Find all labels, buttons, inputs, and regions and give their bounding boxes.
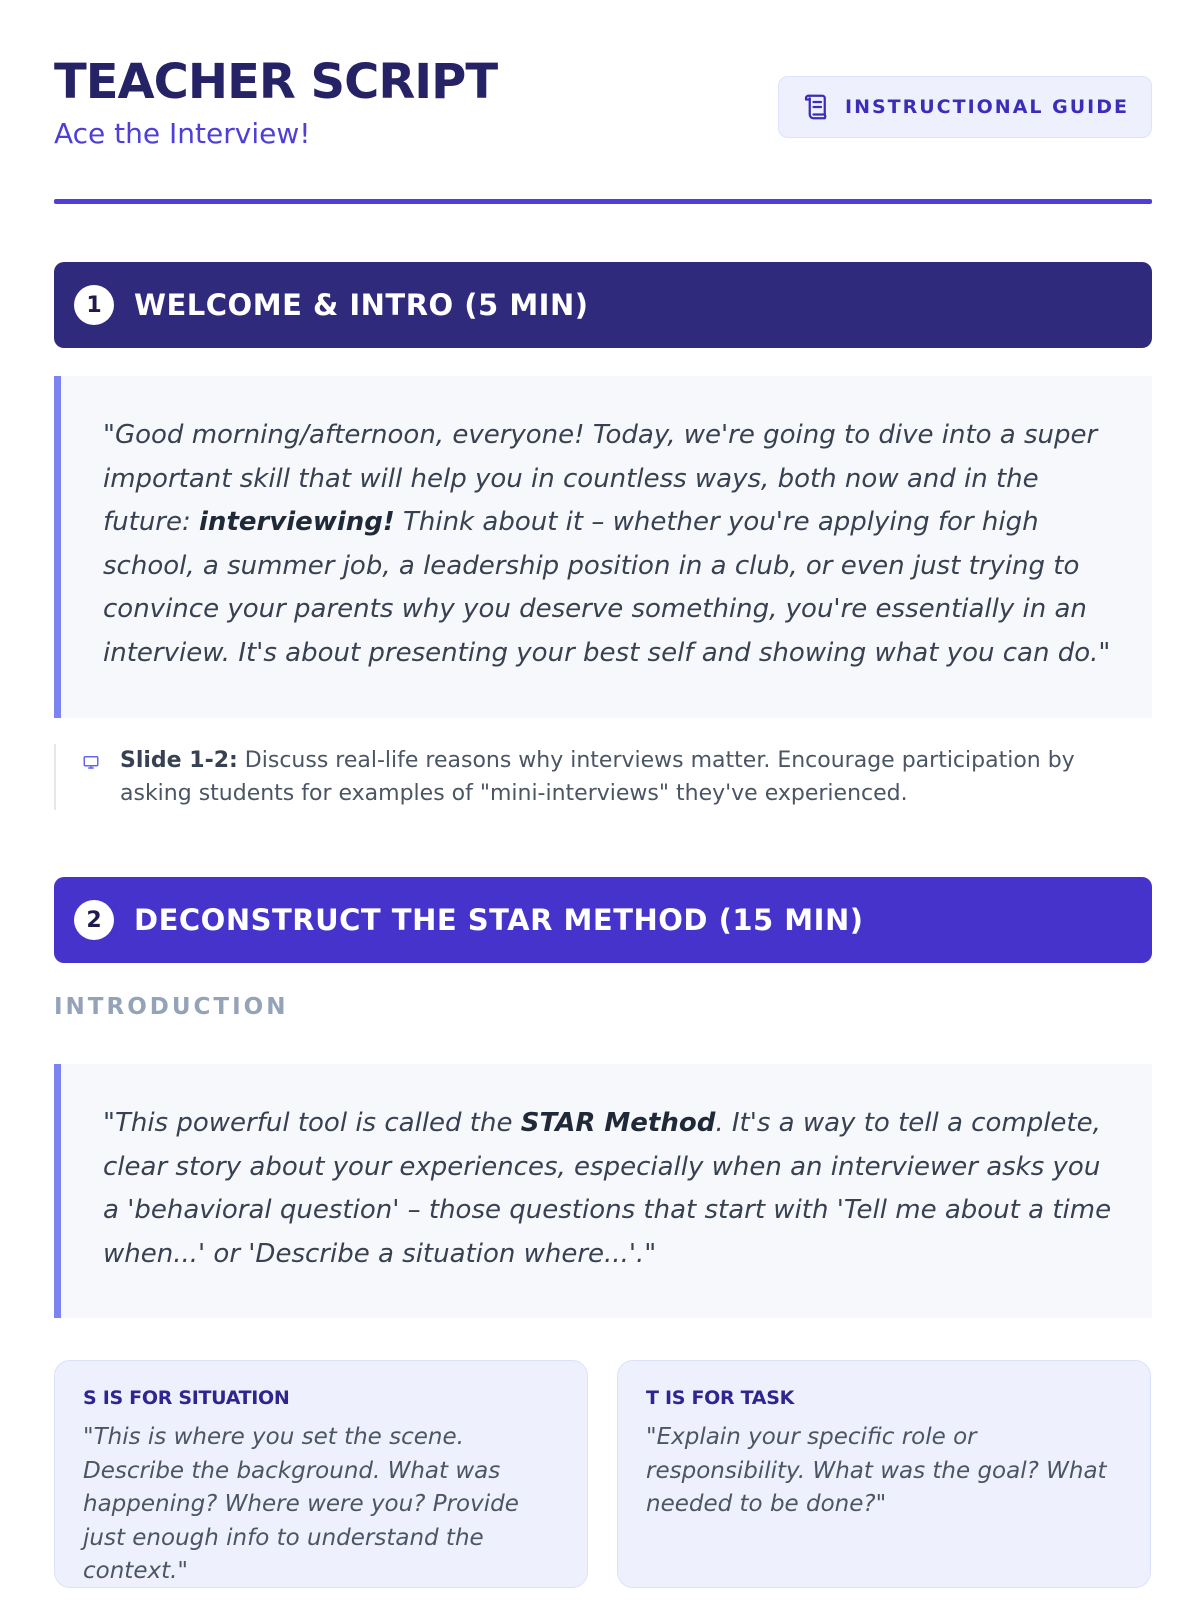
section-number: 1 [74,285,114,325]
instructional-guide-badge [778,76,1152,138]
section-number: 2 [74,900,114,940]
quote-text: Think about it – whether you're applying for high school, a summer job, a leadership position in a club, or even just trying to convince your parents why you deserve something, you're essentially in an interview. It's about presenting your best self and showing what you can do." [103,507,1111,668]
quote-emphasis: interviewing! [199,507,395,537]
note-label: Slide 1-2: [120,748,238,773]
section-header-welcome [54,262,1152,348]
slide-note [54,744,1152,810]
header-divider [54,199,1152,204]
quote-emphasis: STAR Method [520,1108,716,1138]
quote-text: "Good morning/afternoon, everyone! Today, we're going to dive into a super important skill that will help you in countless ways, both now and in the future: [103,420,1098,537]
star-card-situation [54,1360,588,1588]
subsection-label: INTRODUCTION [54,994,289,1020]
card-title: S IS FOR SITUATION [83,1387,290,1409]
card-text: "This is where you set the scene. Describe the background. What was happening? Where were you? Provide just enough info to understand the context." [83,1424,519,1584]
quote-text: "This powerful tool is called the [103,1108,521,1138]
scroll-icon [801,92,831,122]
quote-text: . It's a way to tell a complete, clear story about your experiences, especially when an interviewer asks you a 'behavioral question' – those questions that start with 'Tell me about a time when...' or 'Describe a situation where...'." [103,1108,1112,1269]
badge-label: INSTRUCTIONAL GUIDE [845,96,1129,118]
note-text: Discuss real-life reasons why interviews matter. Encourage participation by asking students for examples of "mini-interviews" they've experienced. [120,748,1075,806]
presentation-icon [82,753,100,771]
section-title: DECONSTRUCT THE STAR METHOD (15 MIN) [134,903,864,937]
page-title: TEACHER SCRIPT [54,54,498,110]
section-header-star-method [54,877,1152,963]
welcome-quote [54,376,1152,718]
section-title: WELCOME & INTRO (5 MIN) [134,288,589,322]
page-header [54,52,1152,202]
star-intro-quote [54,1064,1152,1318]
page-subtitle: Ace the Interview! [54,117,311,150]
star-card-task [617,1360,1151,1588]
card-title: T IS FOR TASK [646,1387,795,1409]
card-text: "Explain your specific role or responsibility. What was the goal? What needed to be done?" [646,1424,1107,1517]
